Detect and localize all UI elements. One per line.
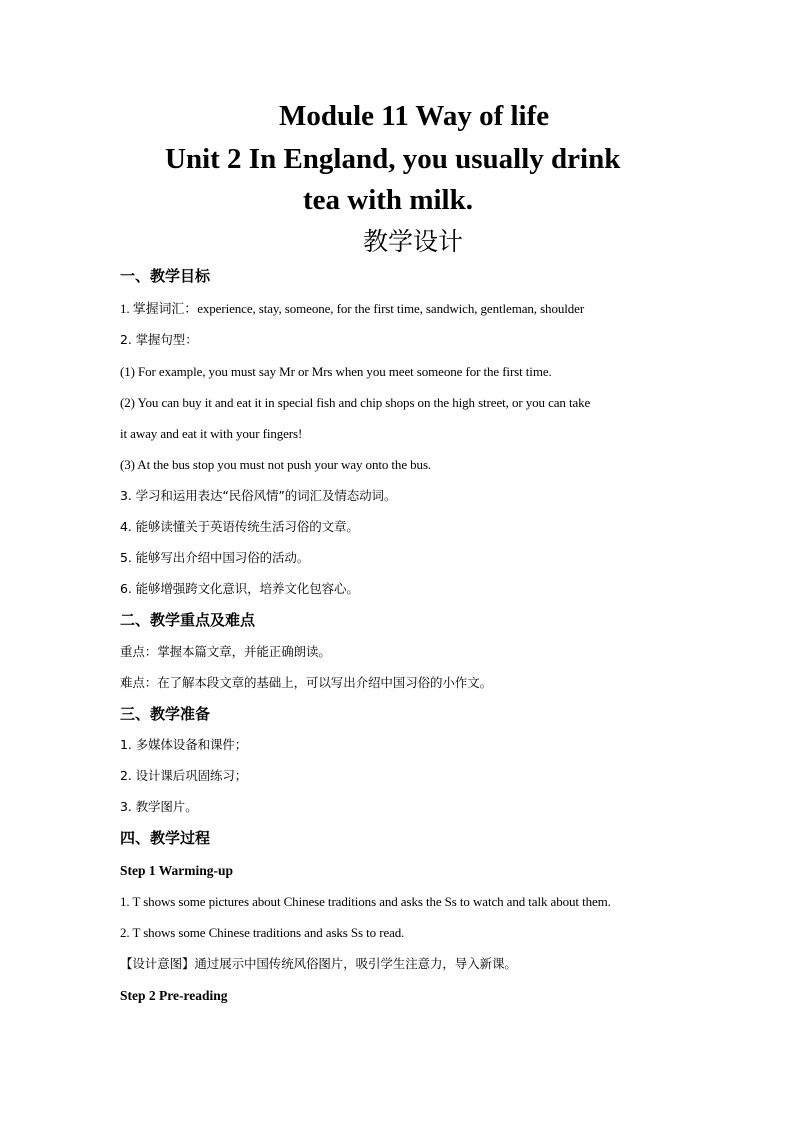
step-item: 2. T shows some Chinese traditions and asks Ss to read. <box>120 925 405 940</box>
objective-sentence-continued: it away and eat it with your fingers! <box>120 426 303 441</box>
objective-sentence: (1) For example, you must say Mr or Mrs when you meet someone for the first time. <box>120 364 552 379</box>
section-heading-key-points: 二、教学重点及难点 <box>120 611 256 629</box>
objective-item: 5. 能够写出介绍中国习俗的活动。 <box>120 550 310 565</box>
preparation-item: 2. 设计课后巩固练习； <box>120 768 248 783</box>
difficulty-item: 难点：在了解本段文章的基础上，可以写出介绍中国习俗的小作文。 <box>120 675 493 690</box>
objective-item: 6. 能够增强跨文化意识，培养文化包容心。 <box>120 581 359 596</box>
step-title: Step 1 Warming-up <box>120 863 234 878</box>
objective-item: 3. 学习和运用表达“民俗风情”的词汇及情态动词。 <box>120 488 397 503</box>
step-title: Step 2 Pre-reading <box>120 988 228 1003</box>
key-point-item: 重点：掌握本篇文章，并能正确朗读。 <box>120 644 331 659</box>
objective-sentence: (3) At the bus stop you must not push your way onto the bus. <box>120 457 432 472</box>
objective-item: 2. 掌握句型： <box>120 332 198 347</box>
step-item: 1. T shows some pictures about Chinese traditions and asks the Ss to watch and talk about them. <box>120 894 611 909</box>
objective-item: 1. 掌握词汇：experience, stay, someone, for the first time, sandwich, gentleman, shoulder <box>120 301 585 316</box>
unit-title: Unit 2 In England, you usually drink <box>165 143 621 175</box>
unit-title-continued: tea with milk. <box>303 184 473 216</box>
objective-sentence: (2) You can buy it and eat it in special fish and chip shops on the high street, or you can take <box>120 395 591 410</box>
preparation-item: 3. 教学图片。 <box>120 799 198 814</box>
design-intent-note: 【设计意图】通过展示中国传统风俗图片，吸引学生注意力，导入新课。 <box>120 956 517 971</box>
section-heading-procedure: 四、教学过程 <box>120 829 211 847</box>
section-heading-objectives: 一、教学目标 <box>120 267 211 285</box>
objective-item: 4. 能够读懂关于英语传统生活习俗的文章。 <box>120 519 359 534</box>
document-subtitle: 教学设计 <box>363 227 464 256</box>
preparation-item: 1. 多媒体设备和课件； <box>120 737 248 752</box>
section-heading-preparation: 三、教学准备 <box>120 705 211 723</box>
module-title: Module 11 Way of life <box>279 100 550 132</box>
